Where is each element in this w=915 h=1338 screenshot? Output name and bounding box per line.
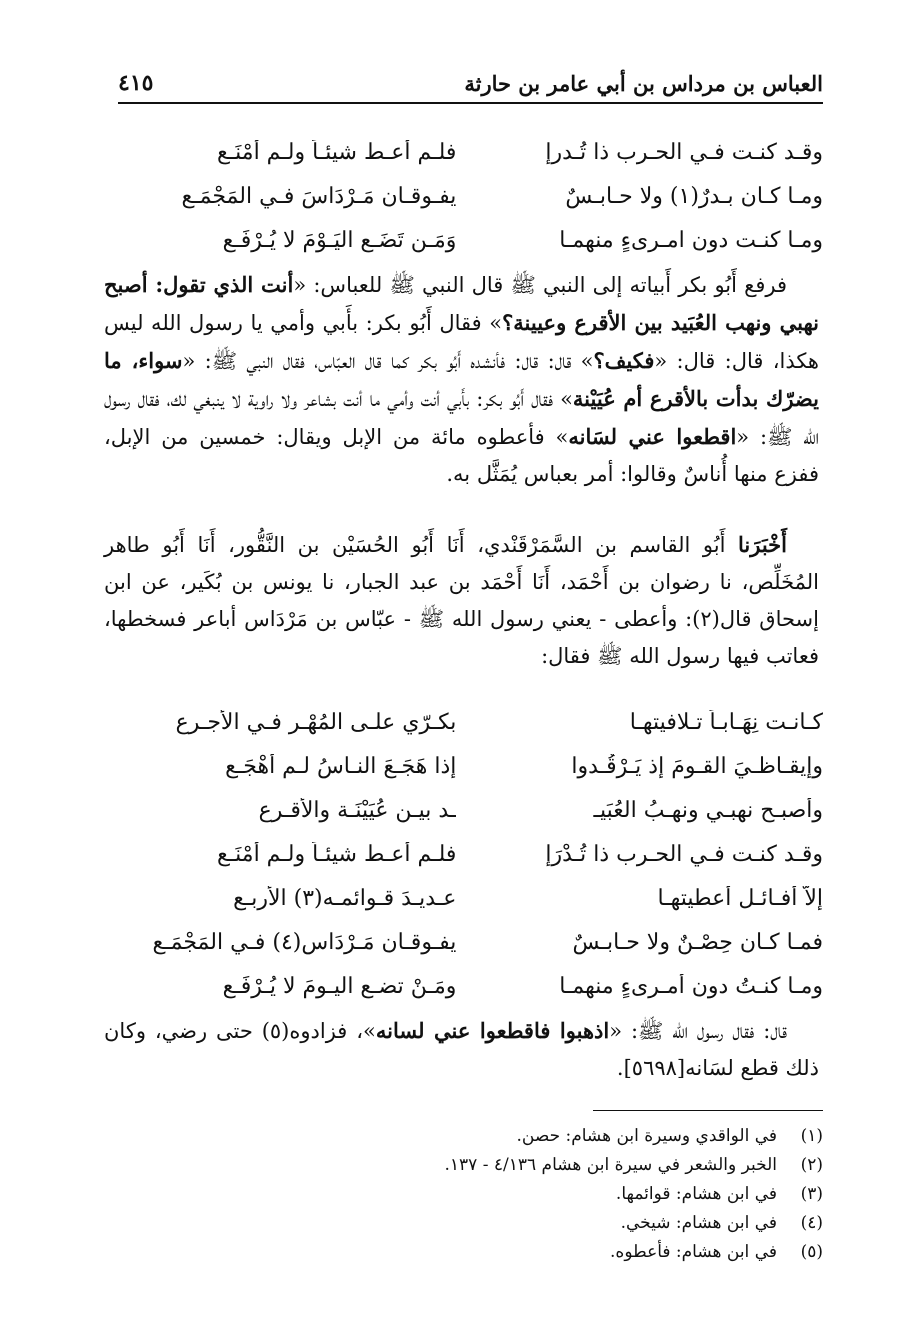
running-header	[118, 58, 823, 104]
prophet-quote: اقطعوا عني لسَانه	[568, 424, 737, 449]
footnote	[118, 1151, 823, 1180]
footnote-number: (١)	[800, 1126, 823, 1146]
prophet-quote: سواء، ما يضرّك بدأت بالأقرع أم عُيَيْنة	[104, 348, 819, 411]
paragraph-text	[104, 266, 819, 493]
footnote-text: في ابن هشام: فأعطوه.	[610, 1242, 777, 1262]
text-run: قال: فقال رسول الله ﷺ: «	[609, 1019, 787, 1043]
verse-row	[118, 920, 823, 964]
hemistich-first: ومـا كـان بـدرٌ(١) ولا حـابـسٌ	[565, 183, 823, 209]
verse-row	[118, 788, 823, 832]
footnote	[118, 1238, 823, 1267]
verse-row	[118, 218, 823, 262]
hemistich-first: وقـد كنـت فـي الحـرب ذا تُـدرإٍ	[545, 139, 823, 165]
hemistich-first: ومـا كنـتُ دون أمـرىءٍ منهمـا	[559, 973, 823, 999]
hemistich-second: ومَـنْ تضـع اليـومَ لا يُـرْفَـع	[222, 973, 457, 999]
hemistich-second: يفـوقـان مَـرْدَاسَ فـي المَجْمَـع	[181, 183, 457, 209]
hemistich-first: وقـد كنـت فـي الحـرب ذا تُـدْرَإٍ	[545, 841, 823, 867]
hemistich-first: فمـا كـان حِصْـنٌ ولا حـابـسٌ	[572, 929, 823, 955]
hemistich-second: فلـم أُعـط شيئـاً ولـم أُمْنَـع	[217, 139, 457, 165]
footnote-number: (٥)	[800, 1242, 823, 1262]
hemistich-second: وَمَـن تَضَـعِ اليَـوْمَ لا يُـرْفَـع	[222, 227, 457, 253]
hemistich-second: فلـم أُعـط شيئـاً ولـم أُمْنَـع	[217, 841, 457, 867]
paragraph-text	[104, 526, 819, 675]
hemistich-second: عـديـدَ قـوائمـه(٣) الأربـع	[233, 885, 457, 911]
footnote-text: في الواقدي وسيرة ابن هشام: حصن.	[516, 1126, 777, 1146]
hemistich-second: بكـرّي علـى المُهْـرِ فـي الأجـرع	[175, 709, 457, 735]
hemistich-first: كـانـت نِهَـابـاً تـلافيتهـا	[629, 709, 823, 735]
verse-row	[118, 130, 823, 174]
footnote-number: (٢)	[800, 1155, 823, 1175]
text-run: » فقال أَبُو بكر: بأَبي أنت وأمي ما أنت بشاعر ولا راوية لا ينبغي لك، فقال رسول الله ﷺ: «	[104, 387, 819, 449]
header-title: العباس بن مرداس بن أبي عامر بن حارثة	[464, 71, 823, 96]
prophet-quote: فكيف؟	[593, 348, 655, 373]
hemistich-first: ومـا كنـت دون امـرىءٍ منهمـا	[559, 227, 823, 253]
text-run: » فقال أَبُو بكر: بأَبي وأمي يا رسول الله ليس هكذا، قال: قال: «	[104, 311, 820, 373]
paragraph-1	[104, 266, 819, 493]
verse-row	[118, 700, 823, 744]
footnote	[118, 1180, 823, 1209]
paragraph-2	[104, 526, 819, 675]
footnote-text: في ابن هشام: قوائمها.	[615, 1184, 777, 1204]
text-run: » فأعطوه مائة من الإبل ويقال: خمسين من الإبل، ففزع منها أُناسٌ وقالوا: أمر بعباس يُمَثَّل به.	[104, 425, 819, 486]
text-run: » قال: قال: فأنشده أَبُو بكر كما قال العبّاس، فقال النبي ﷺ: «	[182, 349, 594, 373]
verse-row	[118, 174, 823, 218]
footnote-number: (٤)	[800, 1213, 823, 1233]
paragraph-3	[104, 1012, 819, 1087]
footnote	[118, 1122, 823, 1151]
hemistich-first: وأصبـح نهبـي ونهـبُ العُبَيـ	[593, 797, 823, 823]
hemistich-second: يفـوقـان مَـرْدَاس(٤) فـي المَجْمَـع	[152, 929, 457, 955]
hemistich-first: إلاّ أفـائـل أُعطيتهـا	[657, 885, 823, 911]
hemistich-first: وإيقـاظـيَ القـومَ إذ يَـرْقُـدوا	[571, 753, 823, 779]
hemistich-second: ـد بيـن عُيَيْنَـة والأقـرع	[258, 797, 457, 823]
text-run: فرفع أَبُو بكر أَبياته إلى النبي ﷺ قال النبي ﷺ للعباس: «	[293, 273, 787, 297]
verse-row	[118, 876, 823, 920]
verse-row	[118, 744, 823, 788]
footnote-divider	[593, 1110, 823, 1111]
prophet-quote: اذهبوا فاقطعوا عني لسانه	[375, 1018, 610, 1043]
paragraph-text	[104, 1012, 819, 1087]
verse-row	[118, 832, 823, 876]
poem-block-2	[118, 700, 823, 1008]
footnote-number: (٣)	[800, 1184, 823, 1204]
isnad-keyword: أَخْبَرَنا	[738, 532, 787, 557]
hemistich-second: إذا هَجَـعَ النـاسُ لـم أَهْجَـع	[225, 753, 457, 779]
prophet-quote: أنت الذي تقول: أصبح نهبي ونهب العُبَيد بين الأقرع وعيينة؟	[104, 272, 819, 335]
page-number: ٤١٥	[118, 70, 154, 96]
verse-row	[118, 964, 823, 1008]
poem-block-1	[118, 130, 823, 262]
footnotes	[118, 1122, 823, 1267]
footnote-text: الخبر والشعر في سيرة ابن هشام ٤/١٣٦ - ١٣٧.	[444, 1155, 777, 1175]
footnote	[118, 1209, 823, 1238]
text-run: »، فزادوه(٥) حتى رضي، وكان ذلك قطع لسَانه[٥٦٩٨].	[104, 1019, 819, 1080]
text-run: أَبُو القاسم بن السَّمَرْقَنْدي، أَنَا أَبُو الحُسَيْن بن النَّقُّور، أَنَا أَبُو طاهر المُخَلِّص، نا رضوان بن أَحْمَد، أَنَا أَحْمَد بن عبد الجبار، نا يونس بن بُكَير، عن ابن إسحاق قال(٢): وأعطى - يعني رسول الله ﷺ - عبّاس بن مَرْدَاس أباعر فسخطها، فعاتب فيها رسول الله ﷺ فقال:	[104, 533, 819, 668]
footnote-text: في ابن هشام: شيخي.	[620, 1213, 777, 1233]
